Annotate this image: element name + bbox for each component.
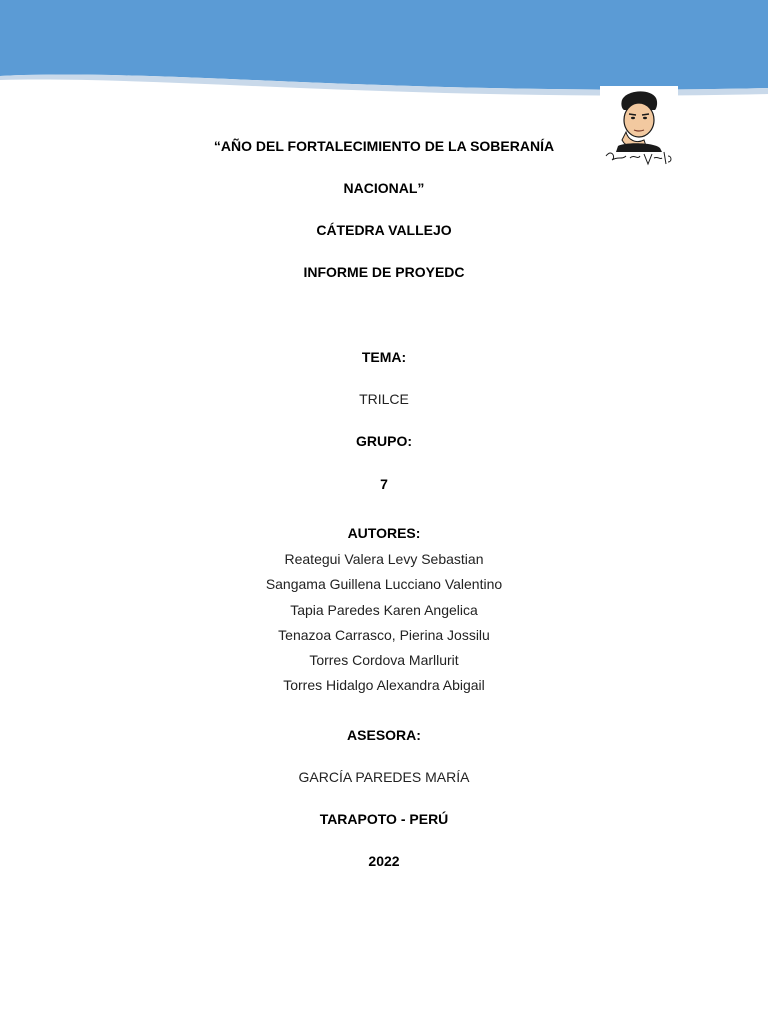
vallejo-portrait-icon <box>600 86 678 170</box>
author-item: Torres Cordova Marllurit <box>309 652 459 668</box>
group-value: 7 <box>380 476 388 492</box>
author-item: Reategui Valera Levy Sebastian <box>284 551 484 567</box>
topic-label: TEMA: <box>361 349 407 365</box>
topic-value: TRILCE <box>359 391 409 407</box>
year-motto-line1: “AÑO DEL FORTALECIMIENTO DE LA SOBERANÍA <box>213 138 555 154</box>
author-item: Tenazoa Carrasco, Pierina Jossilu <box>278 627 490 643</box>
year-motto-line2: NACIONAL” <box>343 180 425 196</box>
author-item: Sangama Guillena Lucciano Valentino <box>265 576 503 592</box>
course-title: CÁTEDRA VALLEJO <box>316 222 452 238</box>
report-title: INFORME DE PROYEDC <box>303 264 465 280</box>
catedra-vallejo-logo <box>600 86 678 170</box>
authors-label: AUTORES: <box>347 525 421 541</box>
group-label: GRUPO: <box>356 433 412 449</box>
advisor-label: ASESORA: <box>347 727 421 743</box>
author-item: Tapia Paredes Karen Angelica <box>290 602 478 618</box>
place-text: TARAPOTO - PERÚ <box>319 811 449 827</box>
year-text: 2022 <box>368 853 400 869</box>
advisor-value: GARCÍA PAREDES MARÍA <box>298 769 470 785</box>
author-item: Torres Hidalgo Alexandra Abigail <box>283 677 485 693</box>
